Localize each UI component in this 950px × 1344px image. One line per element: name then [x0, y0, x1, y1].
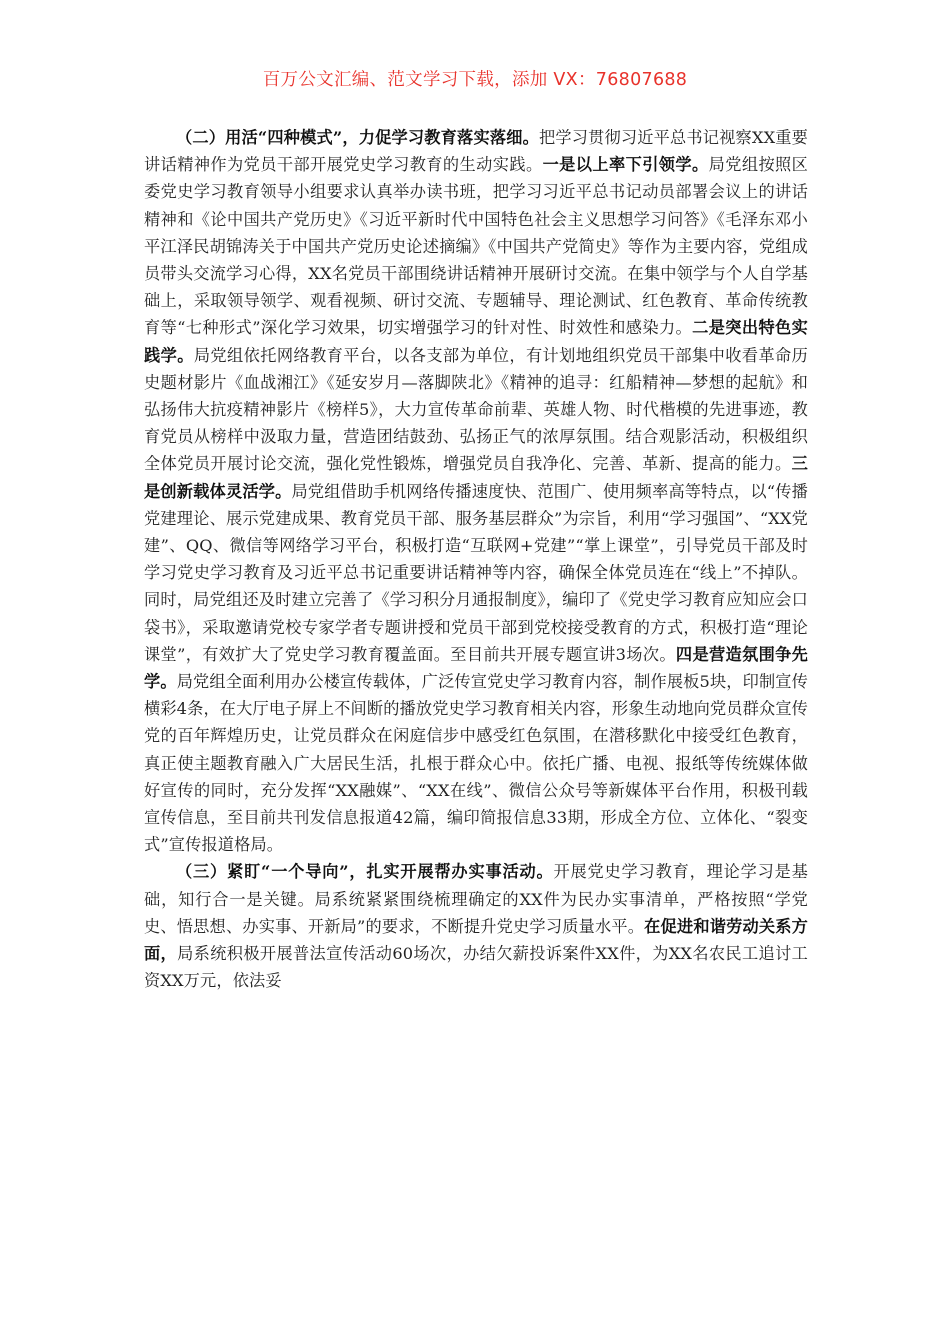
section-3-heading: （三）紧盯“一个导向”，扎实开展帮办实事活动。	[176, 862, 554, 882]
point-1-text: 局党组按照区委党史学习教育领导小组要求认真举办读书班，把学习习近平总书记动员部署会议上的讲话精神和《论中国共产党历史》《习近平新时代中国特色社会主义思想学习问答》《毛泽东邓小平江泽民胡锦涛关于中国共产党历史论述摘编》《中国共产党简史》等作为主要内容，党组成员带头交流学习心得，XX名党员干部围绕讲话精神开展研讨交流。在集中领学与个人自学基础上，采取领导领学、观看视频、研讨交流、专题辅导、理论测试、红色教育、革命传统教育等“七种形式”深化学习效果，切实增强学习的针对性、时效性和感染力。	[144, 155, 808, 338]
section-3-paragraph	[144, 858, 808, 994]
watermark-banner: 百万公文汇编、范文学习下载，添加 VX：76807688	[262, 70, 688, 90]
section-3-intro: 开展党史学习教育，理论学习是基础，知行合一是关键。局系统紧紧围绕梳理确定的XX件为民办实事清单，严格按照“学党史、悟思想、办实事、开新局”的要求，不断提升党史学习质量水平。	[144, 862, 808, 936]
point-1-title: 一是以上率下引领学。	[542, 155, 709, 175]
point-2-text: 局党组依托网络教育平台，以各支部为单位，有计划地组织党员干部集中收看革命历史题材影片《血战湘江》《延安岁月—落脚陕北》《精神的追寻：红船精神—梦想的起航》和弘扬伟大抗疫精神影片《榜样5》，大力宣传革命前辈、英雄人物、时代楷模的先进事迹，教育党员从榜样中汲取力量，营造团结鼓劲、弘扬正气的浓厚氛围。结合观影活动，积极组织全体党员开展讨论交流，强化党性锻炼，增强党员自我净化、完善、革新、提高的能力。	[144, 345, 808, 474]
point-4-title: 四是营造氛围争先学。	[144, 644, 808, 692]
document-body	[144, 124, 808, 995]
section-2-heading: （二）用活“四种模式”，力促学习教育落实落细。	[176, 128, 539, 147]
point-3-title: 三是创新载体灵活学。	[144, 454, 808, 501]
point-2-title: 二是突出特色实践学。	[144, 318, 808, 365]
point-3-text: 局党组借助手机网络传播速度快、范围广、使用频率高等特点，以“传播党建理论、展示党建成果、教育党员干部、服务基层群众”为宗旨，利用“学习强国”、“XX党建”、QQ、微信等网络学习平台，积极打造“互联网+党建”“掌上课堂”，引导党员干部及时学习党史学习教育及习近平总书记重要讲话精神等内容，确保全体党员连在“线上”不掉队。同时，局党组还及时建立完善了《学习积分月通报制度》，编印了《党史学习教育应知应会口袋书》，采取邀请党校专家学者专题讲授和党员干部到党校接受教育的方式，积极打造“理论课堂”，有效扩大了党史学习教育覆盖面。至目前共开展专题宣讲3场次。	[144, 481, 808, 664]
section-2-intro: 把学习贯彻习近平总书记视察XX重要讲话精神作为党员干部开展党史学习教育的生动实践。	[144, 128, 808, 175]
point-4-text: 局党组全面利用办公楼宣传载体，广泛传宣党史学习教育内容，制作展板5块，印制宣传横彩4条，在大厅电子屏上不间断的播放党史学习教育相关内容，形象生动地向党员群众宣传党的百年辉煌历史，让党员群众在闲庭信步中感受红色氛围，在潜移默化中接受红色教育，真正使主题教育融入广大居民生活，扎根于群众心中。依托广播、电视、报纸等传统媒体做好宣传的同时，充分发挥“XX融媒”、“XX在线”、微信公众号等新媒体平台作用，积极刊载宣传信息，至目前共刊发信息报道42篇，编印简报信息33期，形成全方位、立体化、“裂变式”宣传报道格局。	[144, 672, 808, 855]
labor-relations-text: 局系统积极开展普法宣传活动60场次，办结欠薪投诉案件XX件，为XX名农民工追讨工资XX万元，依法妥	[144, 944, 808, 991]
labor-relations-title: 在促进和谐劳动关系方面，	[144, 916, 808, 964]
section-2-paragraph	[144, 124, 808, 858]
